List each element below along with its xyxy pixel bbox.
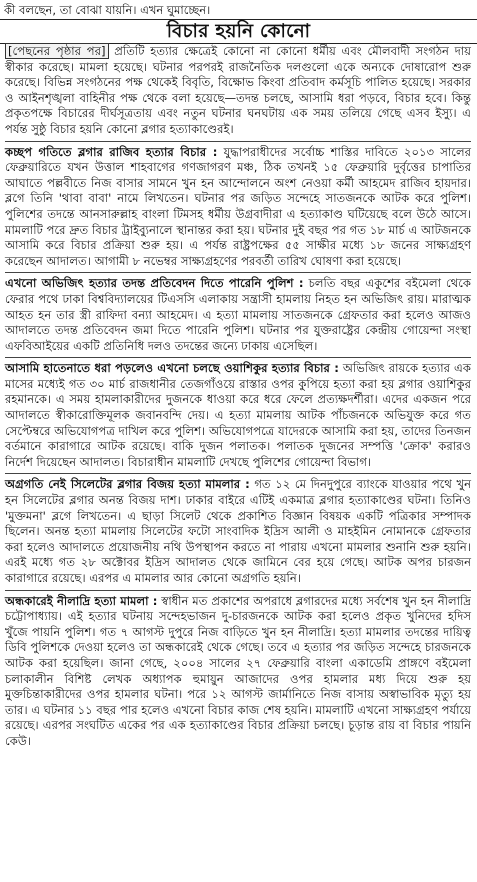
section-avijit	[5, 276, 471, 354]
continued-from-back-page-label: [পেছনের পৃষ্ঠার পর]	[5, 43, 109, 59]
section-divider	[5, 473, 471, 474]
previous-article-tail: কী বলছেন, তা বোঝা যায়নি। এখন ঘুমাচ্ছেন।	[4, 3, 211, 17]
section-niladri	[5, 594, 471, 750]
section-divider	[5, 141, 471, 142]
intro-text: প্রতিটি হত্যার ক্ষেত্রেই কোনো না কোনো ধর্মীয় এবং মৌলবাদী সংগঠন দায় স্বীকার করেছে। মামলা হয়েছে। ঘটনার পরপরই রাজনৈতিক দলগুলো একে অন্যকে দোষারোপ শুরু করেছে। বিভিন্ন সংগঠনের পক্ষ থেকেই বিবৃতি, বিক্ষোভ কিংবা প্রতিবাদ কর্মসূচি পালিত হয়েছে। সরকার ও আইনশৃঙ্খলা বাহিনীর পক্ষ থেকে বলা হয়েছে—তদন্ত চলছে, আসামি ধরা পড়বে, বিচার হবে। কিন্তু প্রকৃতপক্ষে বিচারের দীর্ঘসূত্রতায় এবং নতুন ঘটনার ঘনঘটায় এক সময় তলিয়ে গেছে এসব ইস্যু। এ পর্যন্ত সুষ্ঠু বিচার হয়নি কোনো ব্লগার হত্যাকাণ্ডেরই।	[5, 44, 471, 136]
intro-paragraph	[5, 44, 471, 138]
section-heading: আসামি হাতেনাতে ধরা পড়লেও এখনো চলছে ওয়াশিকুর হত্যার বিচার :	[5, 361, 339, 376]
section-divider	[5, 590, 471, 591]
section-divider	[5, 357, 471, 358]
section-ananta-bijoy	[5, 477, 471, 586]
article-title: বিচার হয়নি কোনো	[166, 21, 311, 42]
section-heading: অন্ধকারেই নীলাদ্রি হত্যা মামলা :	[5, 593, 158, 608]
article-body	[5, 44, 471, 752]
section-heading: এখনো অভিজিৎ হত্যার তদন্ত প্রতিবেদন দিতে পারেনি পুলিশ :	[5, 276, 304, 291]
section-heading: কচ্ছপ গতিতে ব্লগার রাজিব হত্যার বিচার :	[5, 144, 218, 159]
section-washiqur	[5, 361, 471, 470]
section-heading: অগ্রগতি নেই সিলেটের ব্লগার বিজয় হত্যা মামলার :	[5, 477, 250, 492]
section-text: চলতি বছর একুশের বইমেলা থেকে ফেরার পথে ঢাকা বিশ্ববিদ্যালয়ের টিএসসি এলাকায় সন্ত্রাসী হামলায় নিহত হন অভিজিৎ রায়। মারাত্মক আহত হন তার স্ত্রী রাফিদা বন্যা আহমেদ। এ হত্যা মামলায় সাতজনকে গ্রেফতার করা হলেও আজও আদালতে তদন্ত প্রতিবেদন জমা দিতে পারেনি পুলিশ। ঘটনার পর যুক্তরাষ্ট্রের কেন্দ্রীয় গোয়েন্দা সংস্থা এফবিআইয়ের একটি প্রতিনিধি দলও তদন্তের জন্যে ঢাকায় এসেছিল।	[5, 276, 471, 353]
section-rajib	[5, 145, 471, 270]
section-divider	[5, 272, 471, 273]
section-text: যুদ্ধাপরাধীদের সর্বোচ্চ শাস্তির দাবিতে ২০১৩ সালের ফেব্রুয়ারিতে যখন উত্তাল শাহবাগের গণজাগরণ মঞ্চ, ঠিক তখনই ১৫ ফেব্রুয়ারি দুর্বৃত্তের চাপাতির আঘাতে পল্লবীতে নিজ বাসার সামনে খুন হন আন্দোলনে অংশ নেওয়া কর্মী আহমেদ রাজিব হায়দার। ব্লগে তিনি 'থাবা বাবা' নামে লিখতেন। ঘটনার পর জড়িত সন্দেহে সাতজনকে আটক করে পুলিশ। পুলিশের তদন্তে আনসারুল্লাহ বাংলা টিমসহ ধর্মীয় উগ্রবাদীরা এ হত্যাকাণ্ড ঘটিয়েছে বলে উঠে আসে। মামলাটি পরে দ্রুত বিচার ট্রাইব্যুনালে স্থানান্তর করা হয়। ঘটনার দুই বছর পর গত ১৮ মার্চ এ আটজনকে আসামি করে বিচার প্রক্রিয়া শুরু হয়। এ পর্যন্ত রাষ্ট্রপক্ষের ৫৫ সাক্ষীর মধ্যে ১৮ জনের সাক্ষ্যগ্রহণ করেছেন আদালত। আগামী ৮ নভেম্বর সাক্ষ্যগ্রহণের পরবর্তী তারিখ ঘোষণা করা হয়েছে।	[5, 144, 471, 268]
section-text: স্বাধীন মত প্রকাশের অপরাধে ব্লগারদের মধ্যে সর্বশেষ খুন হন নীলাদ্রি চট্টোপাধ্যায়। এই হত্যার ঘটনায় সন্দেহভাজন দু-চারজনকে আটক করা হলেও প্রকৃত খুনিদের হদিস খুঁজে পায়নি পুলিশ। গত ৭ আগস্ট দুপুরে নিজ বাড়িতে খুন হন নীলাদ্রি। হত্যা মামলার তদন্তের দায়িত্ব ডিবি পুলিশকে দেওয়া হলেও তা অন্ধকারেই থেকে গেছে। তবে এ হত্যার পর জড়িত সন্দেহে চারজনকে আটক করা হয়েছিল। জানা গেছে, ২০০৪ সালের ২৭ ফেব্রুয়ারি বাংলা একাডেমি প্রাঙ্গণে বইমেলা চলাকালীন বিশিষ্ট লেখক অধ্যাপক হুমায়ুন আজাদের ওপর হামলার মধ্য দিয়ে শুরু হয় মুক্তচিন্তাকারীদের ওপর হামলার ঘটনা। পরে ১২ আগস্ট জার্মানিতে নিজ বাসায় অস্বাভাবিক মৃত্যু হয় তার। এ ঘটনার ১১ বছর পার হলেও এখনো বিচার কাজ শেষ হয়নি। মামলাটি এখনো সাক্ষ্যগ্রহণ পর্যায়ে রয়েছে। এরপর সংঘটিত একের পর এক হত্যাকাণ্ডের বিচার প্রক্রিয়া চলছে। চূড়ান্ত রায় বা বিচার পায়নি কেউ।	[5, 593, 471, 748]
section-text: অভিজিৎ রায়কে হত্যার এক মাসের মধ্যেই গত ৩০ মার্চ রাজধানীর তেজগাঁওয়ে রাস্তার ওপর কুপিয়ে হত্যা করা হয় ব্লগার ওয়াশিকুর রহমানকে। এ সময় হামলাকারীদের দুজনকে ধাওয়া করে ধরে ফেলে প্রত্যক্ষদর্শীরা। এদের একজন পরে আদালতে স্বীকারোক্তিমূলক জবানবন্দি দেয়। এ হত্যা মামলায় আটক পাঁচজনকে অভিযুক্ত করে গত সেপ্টেম্বরে অভিযোগপত্র দাখিল করে পুলিশ। অভিযোগপত্রে যাদেরকে আসামি করা হয়, তাদের তিনজন বর্তমানে কারাগারে আটক রয়েছে। বাকি দুজন পলাতক। পলাতক দুজনের সম্পত্তি 'ক্রোক' করারও নির্দেশ দিয়েছেন আদালত। বিচারাধীন মামলাটি দেখছে পুলিশের গোয়েন্দা বিভাগ।	[5, 361, 471, 469]
section-text: গত ১২ মে দিনদুপুরে ব্যাংকে যাওয়ার পথে খুন হন সিলেটের ব্লগার অনন্ত বিজয় দাশ। ঢাকার বাইরে এটিই একমাত্র ব্লগার হত্যাকাণ্ডের ঘটনা। তিনিও 'মুক্তমনা' ব্লগে লিখতেন। এ ছাড়া সিলেট থেকে প্রকাশিত বিজ্ঞান বিষয়ক একটি পত্রিকার সম্পাদক ছিলেন। অনন্ত হত্যা মামলায় সিলেটের ফটো সাংবাদিক ইদ্রিস আলী ও মাহইমিন নোমানকে গ্রেফতার করা হলেও আদালতে প্রয়োজনীয় নথি উপস্থাপন করতে না পারায় এখনো মামলার শুনানি শুরু হয়নি। এরই মধ্যে গত ২৮ অক্টোবর ইদ্রিস আদালত থেকে জামিনে বের হয়ে গেছে। আটক অপর চারজন কারাগারে রয়েছে। এরপর এ মামলার আর কোনো অগ্রগতি হয়নি।	[5, 477, 471, 585]
